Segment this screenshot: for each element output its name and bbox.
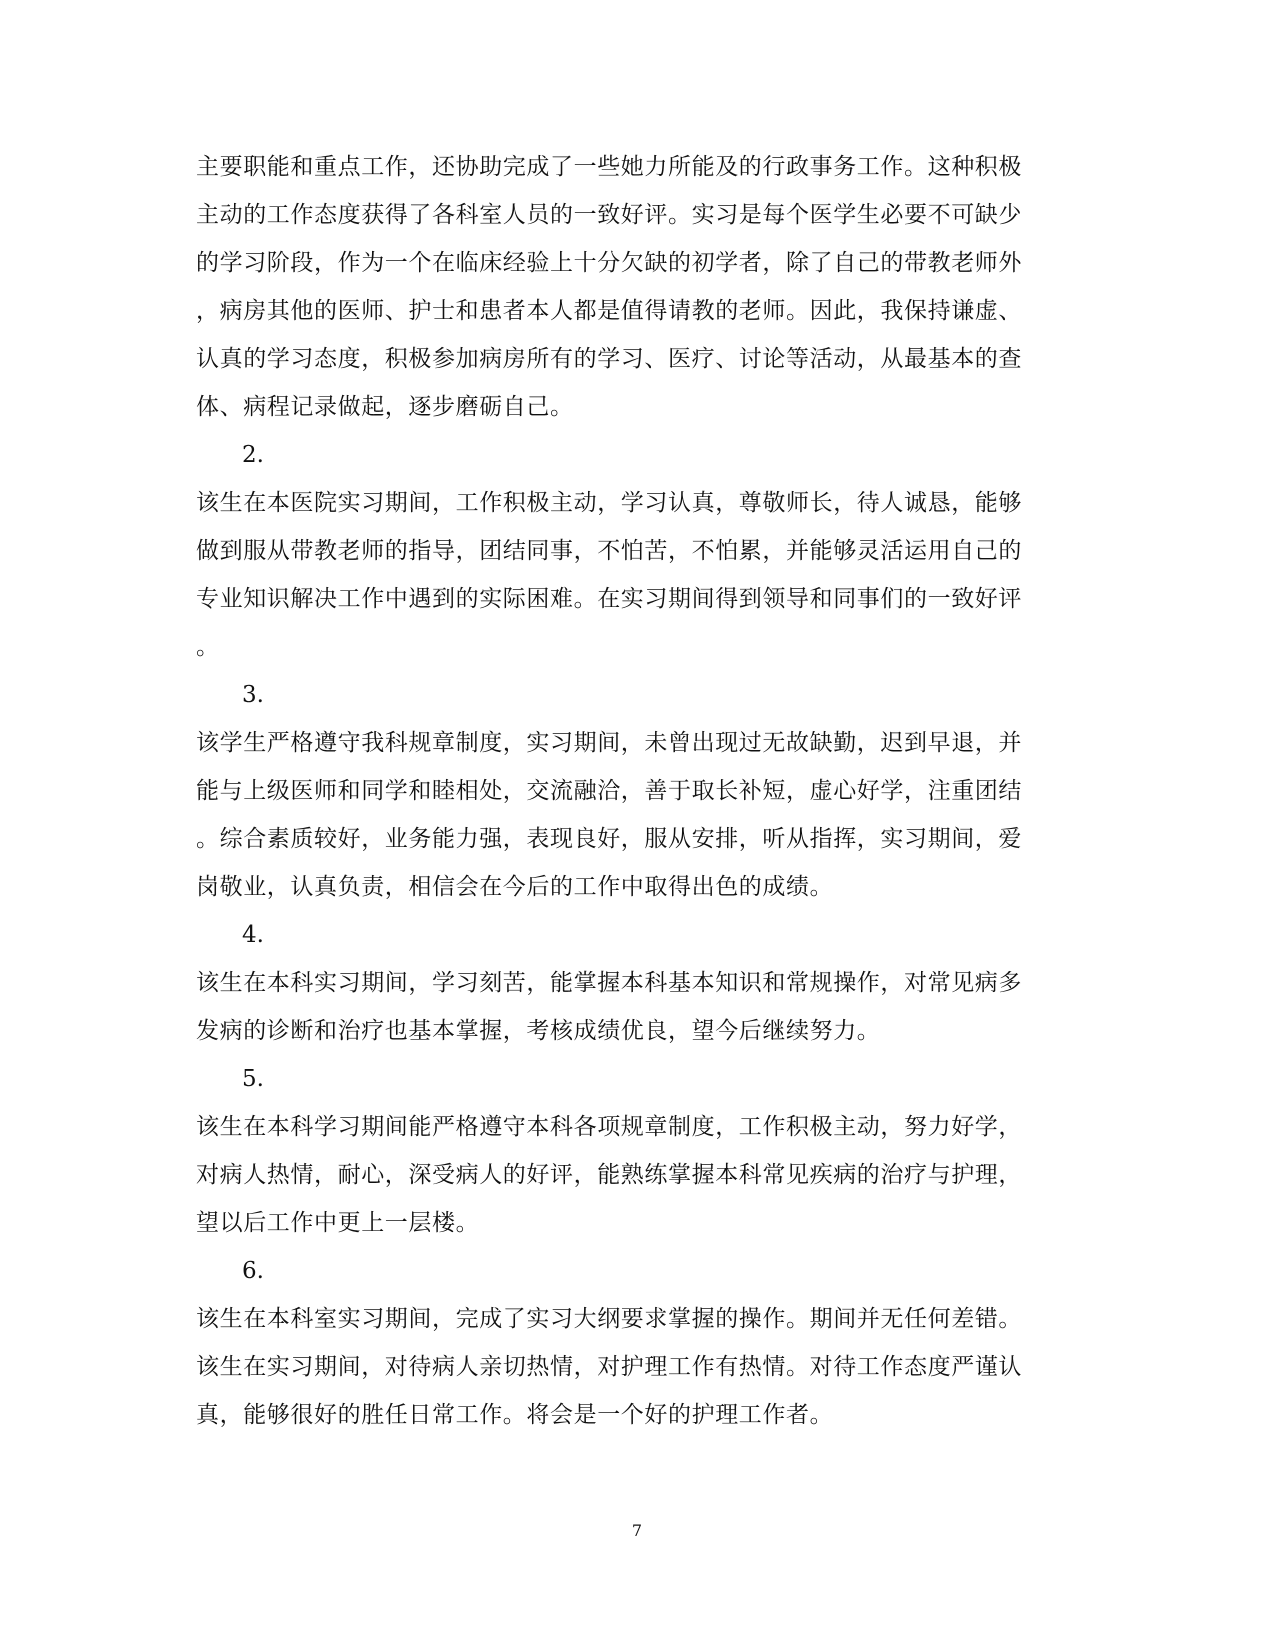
text-line: 。 <box>196 634 220 660</box>
text-line: 该生在本医院实习期间，工作积极主动，学习认真，尊敬师长，待人诚恳，能够 <box>196 490 1022 516</box>
text-line: 岗敬业，认真负责，相信会在今后的工作中取得出色的成绩。 <box>196 874 834 900</box>
text-line: 该生在本科实习期间，学习刻苦，能掌握本科基本知识和常规操作，对常见病多 <box>196 970 1022 996</box>
text-line: 主要职能和重点工作，还协助完成了一些她力所能及的行政事务工作。这种积极 <box>196 154 1022 180</box>
item-number: 6. <box>242 1258 264 1284</box>
item-number: 5. <box>242 1066 264 1092</box>
text-line: 该学生严格遵守我科规章制度，实习期间，未曾出现过无故缺勤，迟到早退，并 <box>196 730 1022 756</box>
text-line: 做到服从带教老师的指导，团结同事，不怕苦，不怕累，并能够灵活运用自己的 <box>196 538 1022 564</box>
text-line: 专业知识解决工作中遇到的实际困难。在实习期间得到领导和同事们的一致好评 <box>196 586 1022 612</box>
page-number: 7 <box>631 1521 643 1540</box>
text-line: 认真的学习态度，积极参加病房所有的学习、医疗、讨论等活动，从最基本的查 <box>196 346 1022 372</box>
text-line: 该生在实习期间，对待病人亲切热情，对护理工作有热情。对待工作态度严谨认 <box>196 1354 1022 1380</box>
text-line: 真，能够很好的胜任日常工作。将会是一个好的护理工作者。 <box>196 1402 834 1428</box>
text-line: 能与上级医师和同学和睦相处，交流融洽，善于取长补短，虚心好学，注重团结 <box>196 778 1022 804</box>
text-line: 望以后工作中更上一层楼。 <box>196 1210 480 1236</box>
text-line: 主动的工作态度获得了各科室人员的一致好评。实习是每个医学生必要不可缺少 <box>196 202 1022 228</box>
text-line: 。综合素质较好，业务能力强，表现良好，服从安排，听从指挥，实习期间，爱 <box>196 826 1022 852</box>
body-text <box>196 155 1066 1451</box>
text-line: 体、病程记录做起，逐步磨砺自己。 <box>196 394 574 420</box>
text-line: 该生在本科室实习期间，完成了实习大纲要求掌握的操作。期间并无任何差错。 <box>196 1306 1022 1332</box>
text-line: 对病人热情，耐心，深受病人的好评，能熟练掌握本科常见疾病的治疗与护理， <box>196 1162 1022 1188</box>
text-line: ，病房其他的医师、护士和患者本人都是值得请教的老师。因此，我保持谦虚、 <box>196 298 1022 324</box>
text-line: 该生在本科学习期间能严格遵守本科各项规章制度，工作积极主动，努力好学， <box>196 1114 1022 1140</box>
text-line: 的学习阶段，作为一个在临床经验上十分欠缺的初学者，除了自己的带教老师外 <box>196 250 1022 276</box>
item-number: 4. <box>242 922 264 948</box>
item-number: 3. <box>242 682 264 708</box>
item-number: 2. <box>242 442 264 468</box>
text-line: 发病的诊断和治疗也基本掌握，考核成绩优良，望今后继续努力。 <box>196 1018 881 1044</box>
